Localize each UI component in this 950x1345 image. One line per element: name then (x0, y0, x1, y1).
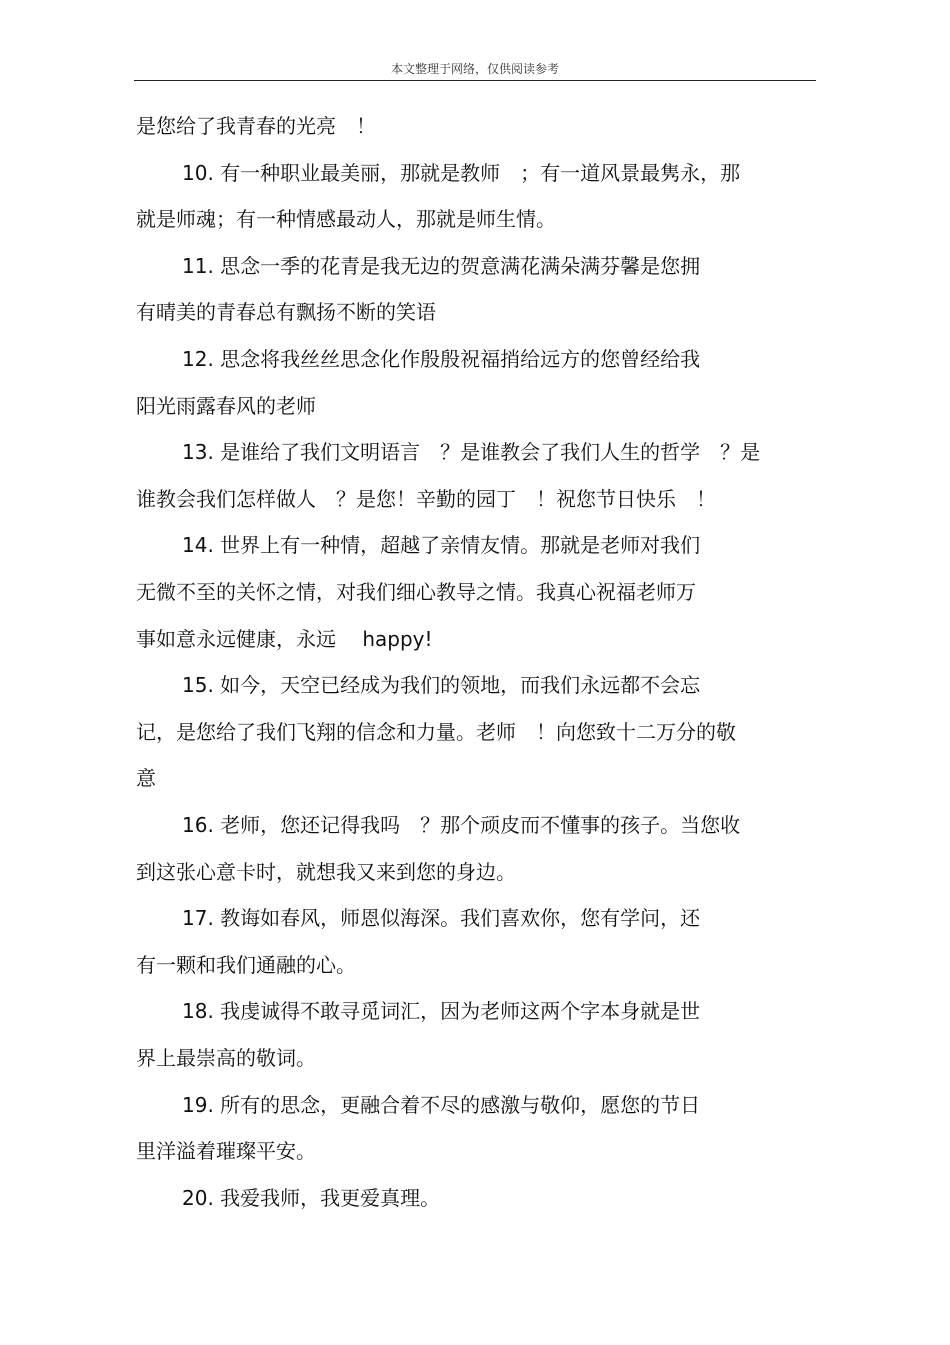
text-line: 记，是您给了我们飞翔的信念和力量。老师 ！向您致十二万分的敬 (136, 719, 736, 744)
text-line: 13. 是谁给了我们文明语言 ？是谁教会了我们人生的哲学 ？是 (182, 440, 761, 465)
text-line: 界上最崇高的敬词。 (136, 1046, 316, 1070)
text-line: 10. 有一种职业最美丽，那就是教师 ；有一道风景最隽永，那 (182, 160, 741, 185)
text-line: 17. 教诲如春风，师恩似海深。我们喜欢你，您有学问，还 (182, 906, 701, 931)
text-line: 有晴美的青春总有飘扬不断的笑语 (136, 300, 436, 325)
text-line: 意 (136, 766, 156, 791)
text-line: 谁教会我们怎样做人 ？是您！辛勤的园丁 ！祝您节日快乐 ！ (136, 486, 716, 511)
text-line: 11. 思念一季的花青是我无边的贺意满花满朵满芬馨是您拥 (182, 253, 701, 278)
text-line: 事如意永远健康，永远 happy! (136, 626, 433, 651)
header-text: 本文整理于网络，仅供阅读参考 (390, 62, 559, 76)
text-line: 12. 思念将我丝丝思念化作殷殷祝福捎给远方的您曾经给我 (182, 347, 701, 371)
text-line: 无微不至的关怀之情，对我们细心教导之情。我真心祝福老师万 (136, 580, 696, 604)
text-line: 是您给了我青春的光亮 ！ (136, 114, 376, 138)
text-line: 有一颗和我们通融的心。 (136, 952, 356, 977)
text-line: 阳光雨露春风的老师 (136, 393, 316, 418)
text-line: 20. 我爱我师，我更爱真理。 (182, 1185, 441, 1210)
text-line: 到这张心意卡时，就想我又来到您的身边。 (136, 859, 516, 884)
text-line: 14. 世界上有一种情，超越了亲情友情。那就是老师对我们 (182, 533, 701, 558)
page-header (134, 58, 816, 81)
text-line: 19. 所有的思念，更融合着不尽的感激与敬仰，愿您的节日 (182, 1092, 701, 1117)
text-line: 18. 我虔诚得不敢寻觅词汇，因为老师这两个字本身就是世 (182, 999, 701, 1024)
text-line: 里洋溢着璀璨平安。 (136, 1139, 316, 1164)
text-line: 16. 老师，您还记得我吗 ？那个顽皮而不懂事的孩子。当您收 (182, 813, 741, 837)
text-line: 15. 如今，天空已经成为我们的领地，而我们永远都不会忘 (182, 673, 701, 698)
text-line: 就是师魂；有一种情感最动人，那就是师生情。 (136, 207, 556, 232)
